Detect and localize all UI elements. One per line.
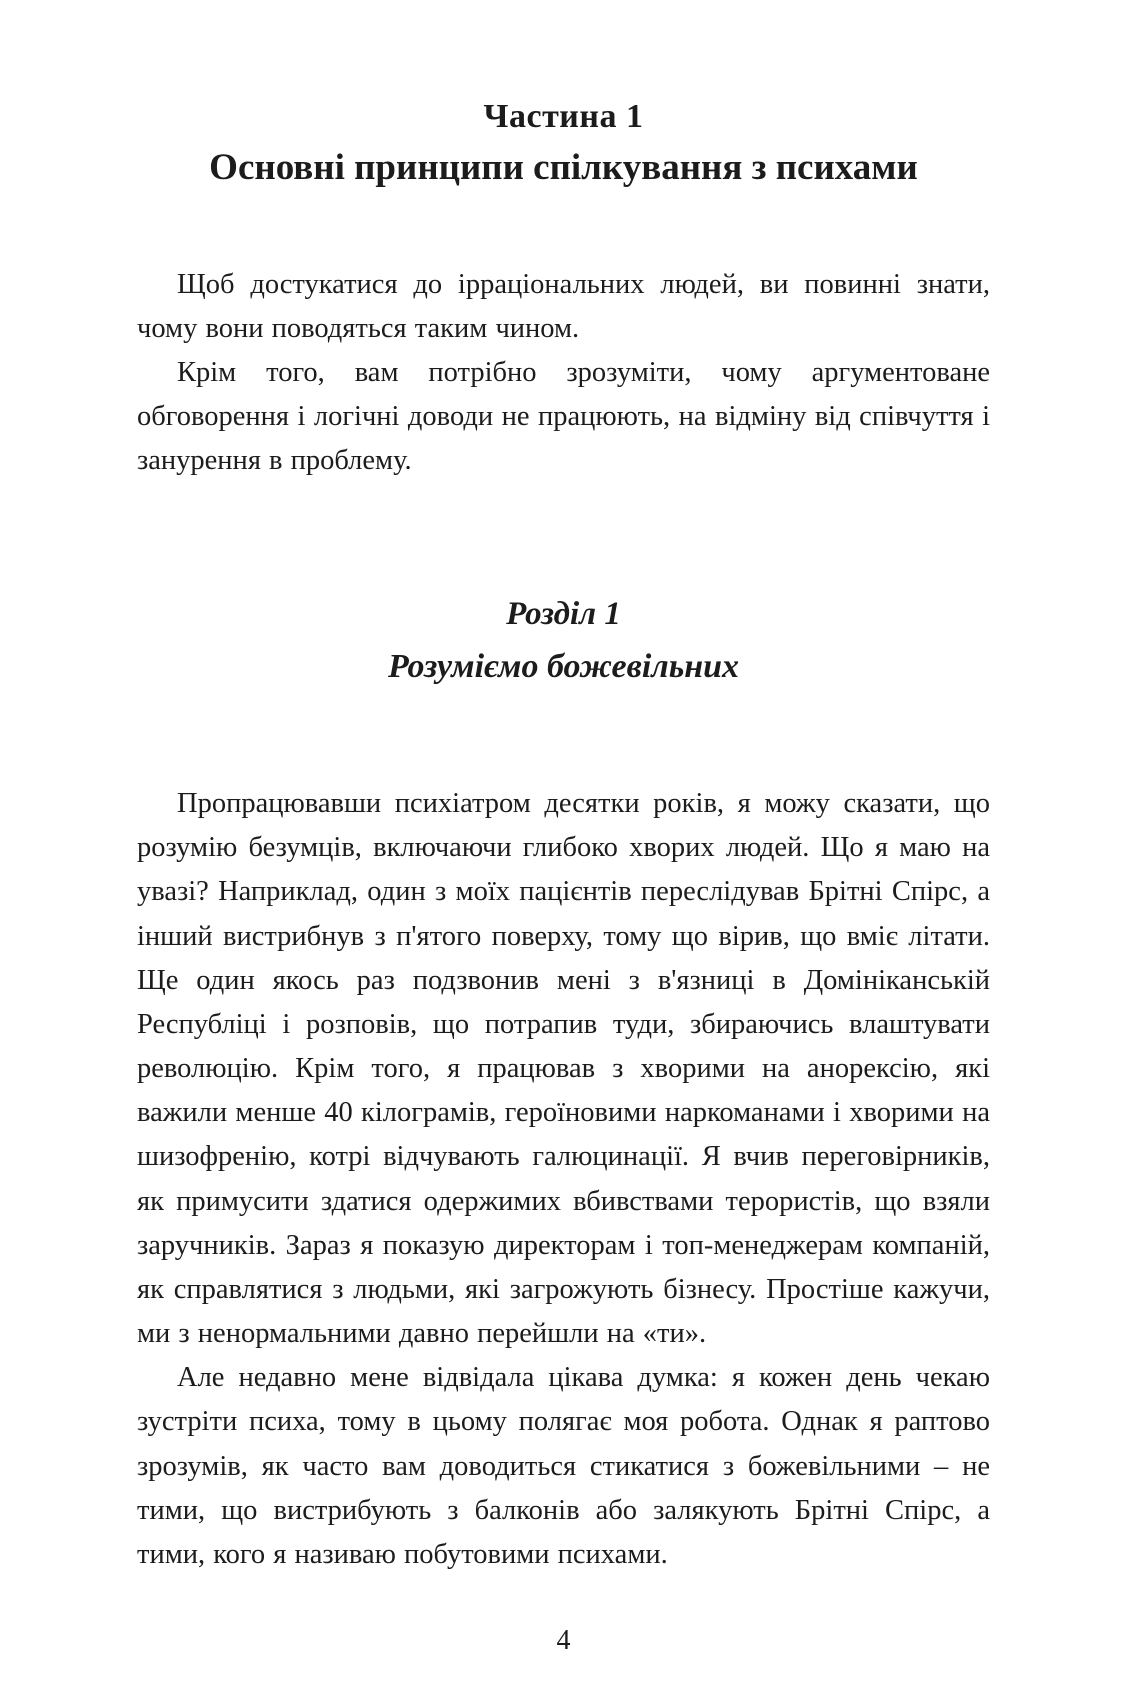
body-block (137, 782, 990, 1577)
page-number: 4 (556, 1625, 571, 1657)
intro-block (137, 263, 990, 484)
part-label: Частина 1 (483, 98, 644, 135)
intro-paragraph-1: Щоб достукатися до ірраціональних людей, ви повинні знати, чому вони поводяться таким чином. (137, 268, 990, 344)
body-paragraph-2: Але недавно мене відвідала цікава думка: я кожен день чекаю зустріти психа, тому в цьому полягає моя робота. Однак я раптово зрозумів, як часто вам доводиться стикатися з божевільними – не тими, що вистрибують з балконів або залякують Брітні Спірс, а тими, кого я називаю побутовими психами. (137, 1362, 990, 1570)
chapter-heading (137, 592, 990, 690)
intro-paragraph-2: Крім того, вам потрібно зрозуміти, чому аргументоване обговорення і логічні доводи не працюють, на відміну від співчуття і занурення в проблему. (137, 357, 990, 477)
chapter-title: Розуміємо божевільних (387, 648, 740, 686)
part-title: Основні принципи спілкування з психами (209, 146, 918, 188)
page-footer (137, 1577, 990, 1657)
chapter-label: Розділ 1 (506, 595, 621, 632)
body-paragraph-1: Пропрацювавши психіатром десятки років, я можу сказати, що розумію безумців, включаючи глибоко хворих людей. Що я маю на увазі? Наприклад, один з моїх пацієнтів переслідував Брітні Спірс, а інший вистрибнув з п'ятого поверху, тому що вірив, що вміє літати. Ще один якось раз подзвонив мені з в'язниці в Домініканській Республіці і розповів, що потрапив туди, збираючись влаштувати революцію. Крім того, я працював з хворими на анорексію, які важили менше 40 кілограмів, героїновими наркоманами і хворими на шизофренію, котрі відчувають галюцинації. Я вчив переговірників, як примусити здатися одержимих вбивствами терористів, що взяли заручників. Зараз я показую директорам і топ-менеджерам компаній, як справлятися з людьми, які загрожують бізнесу. Простіше кажучи, ми з ненормальними давно перейшли на «ти». (137, 788, 990, 1350)
